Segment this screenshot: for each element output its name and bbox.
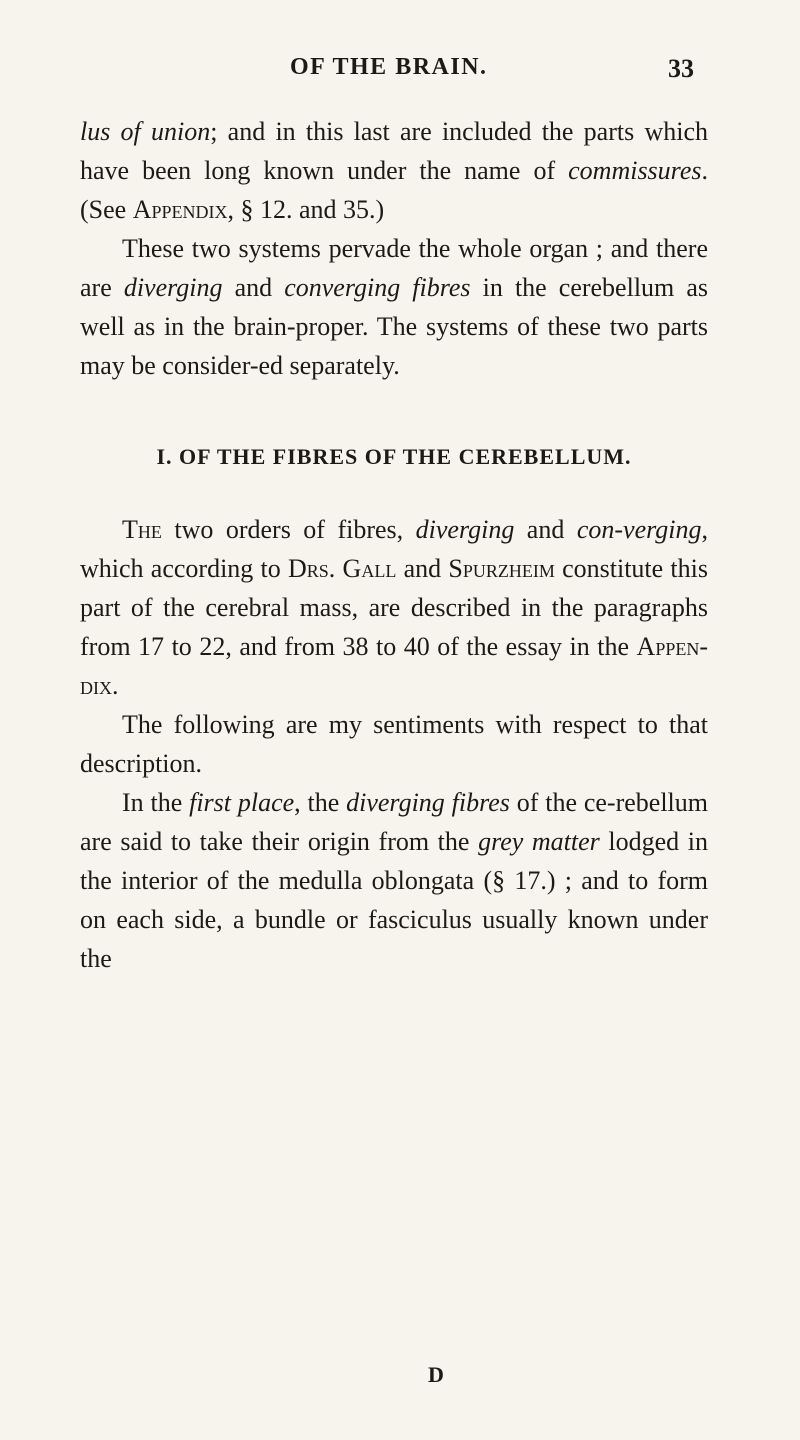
page-number: 33	[668, 54, 694, 83]
text-span: Appendix	[132, 195, 228, 224]
text-span: The following are my sentiments with respect to that description.	[80, 710, 708, 778]
text-span: ; and in this last are included the parts which have been long known under the name of	[80, 117, 708, 185]
text-span: , which according to	[80, 515, 708, 583]
text-span: Spurzheim	[448, 554, 555, 583]
text-span: converging fibres	[284, 273, 471, 302]
paragraph-3	[80, 510, 708, 705]
signature-mark: D	[428, 1362, 444, 1387]
text-span: These two systems pervade the whole organ ; and there are	[80, 234, 708, 302]
text-span: of the ce-rebellum are said to take their origin from the	[80, 788, 708, 856]
paragraph-2	[80, 229, 708, 385]
text-span: grey matter	[478, 827, 600, 856]
text-span: Appen-dix	[80, 632, 708, 700]
text-span: first place	[189, 788, 295, 817]
text-span: and	[514, 515, 577, 544]
text-span: , the	[294, 788, 347, 817]
running-head: OF THE BRAIN.	[290, 54, 488, 80]
body-text	[80, 112, 708, 978]
text-span: constitute this part of the cerebral mass, are described in the paragraphs from 17 to 22, and from 38 to 40 of the essay in the	[80, 554, 708, 661]
paragraph-1	[80, 112, 708, 229]
text-span: diverging	[123, 273, 223, 302]
text-span: diverging	[415, 515, 515, 544]
text-span: Drs. Gall	[288, 554, 397, 583]
text-span: con-verging	[576, 515, 702, 544]
text-span: in the cerebellum as well as in the brain-proper. The systems of these two parts may be consider-ed separately.	[80, 273, 709, 380]
text-span: The	[122, 515, 162, 544]
text-span: , § 12. and 35.)	[227, 195, 385, 224]
text-span: lodged in the interior of the medulla oblongata (§ 17.) ; and to form on each side, a bundle or fasciculus usually known under the	[80, 827, 708, 973]
text-span: . (See	[80, 156, 708, 224]
paragraph-4	[80, 705, 708, 783]
text-span: In the	[122, 788, 190, 817]
text-span: diverging fibres	[346, 788, 510, 817]
text-span: and	[396, 554, 449, 583]
section-heading: I. OF THE FIBRES OF THE CEREBELLUM.	[156, 444, 632, 469]
paragraph-5	[80, 783, 708, 978]
text-span: commissures	[568, 156, 702, 185]
text-span: two orders of fibres,	[161, 515, 416, 544]
text-span: .	[112, 671, 119, 700]
text-span: lus of union	[80, 117, 211, 146]
text-span: and	[222, 273, 285, 302]
page-header	[0, 54, 800, 94]
